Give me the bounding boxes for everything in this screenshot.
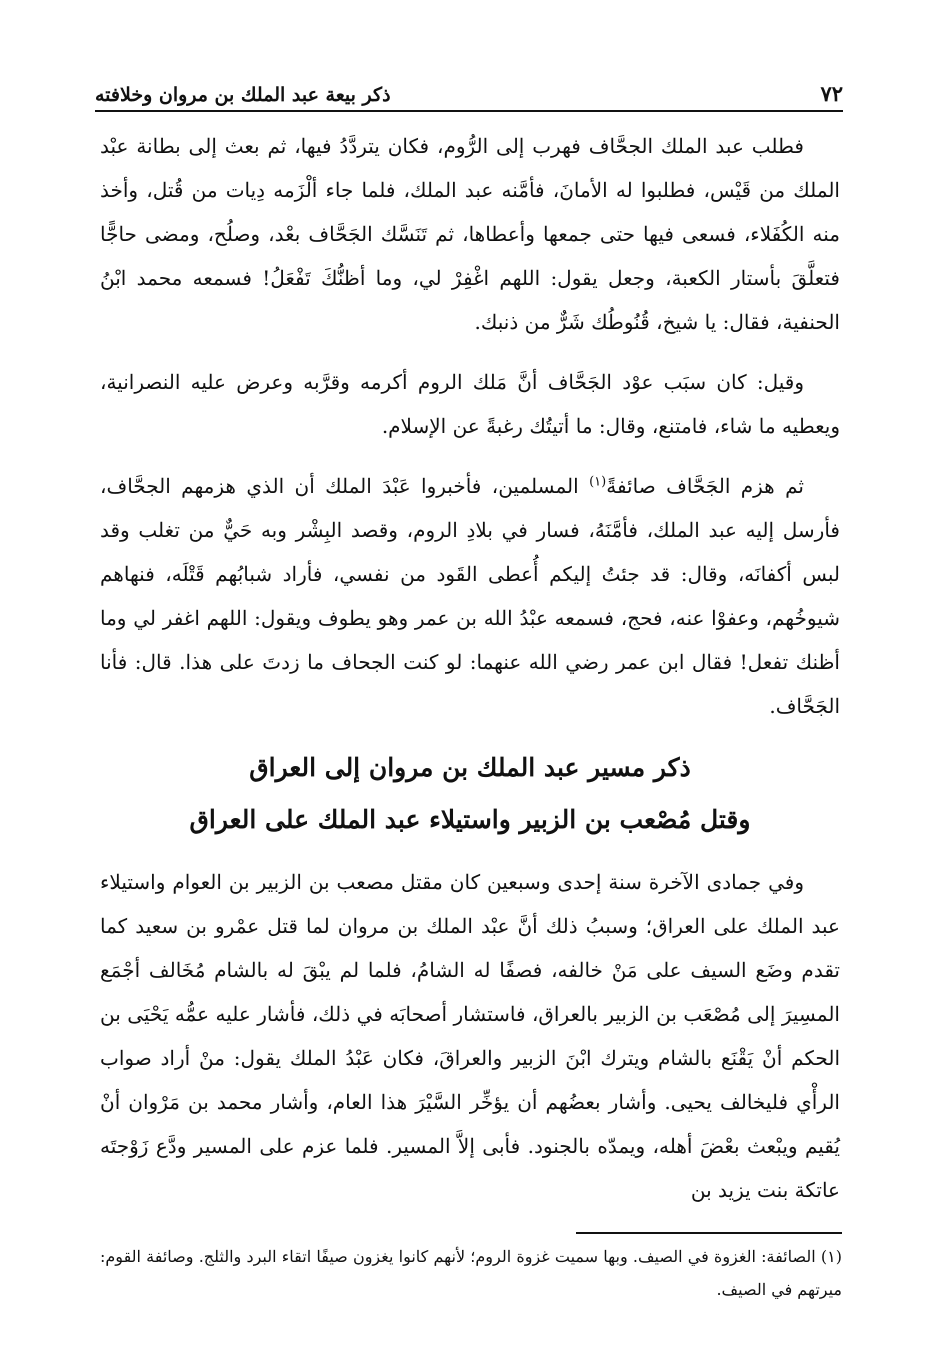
footnote <box>100 1240 842 1306</box>
running-header <box>95 72 843 106</box>
running-title: ذكر بيعة عبد الملك بن مروان وخلافته <box>95 84 391 106</box>
header-rule <box>95 110 843 112</box>
paragraph-3-start: ثم هزم الجَحَّاف صائفةً <box>606 474 804 498</box>
body-text <box>100 124 840 728</box>
paragraph-2: وقيل: كان سبَب عوْد الجَحَّاف أنَّ مَلك الروم أكرمه وقرَّبه وعرض عليه النصرانية، ويعطيه ما شاء، فامتنع، وقال: ما أتيتُك رغبةً عن الإسلام. <box>100 370 840 438</box>
footnote-marker: (١) <box>589 474 607 490</box>
section-heading-line-1: ذكر مسير عبد الملك بن مروان إلى العراق <box>249 753 691 782</box>
paragraph-3-rest: المسلمين، فأخبروا عَبْدَ الملك أن الذي هزمهم الجحَّاف، فأرسل إليه عبد الملك، فأمَّنَهُ، فسار في بلادِ الروم، وقصد البِشْر وبه حَيٌّ من تغلب وقد لبس أكفانَه، وقال: قد جئتُ إليكم أُعطى القَود من نفسي، فأراد شبابُهم قَتْلَه، فنهاهم شيوخُهم، وعفوْا عنه، فحج، فسمعه عبْدُ الله بن عمر وهو يطوف ويقول: اللهم اغفر لي وما أظنك تفعل! فقال ابن عمر رضي الله عنهما: لو كنت الجحاف ما زدتَ على هذا. قال: فأنا الجَحَّاف. <box>100 474 840 718</box>
footnote-number: (١) <box>820 1247 842 1266</box>
section-heading-line-2: وقتل مُصْعب بن الزبير واستيلاء عبد الملك على العراق <box>189 805 751 834</box>
section-heading <box>100 742 840 846</box>
paragraph-3 <box>100 464 840 728</box>
page-number: ٧٢ <box>820 81 843 106</box>
section-body <box>100 860 840 1212</box>
section-paragraph: وفي جمادى الآخرة سنة إحدى وسبعين كان مقتل مصعب بن الزبير بن العوام واستيلاء عبد الملك على العراق؛ وسببُ ذلك أنَّ عبْد الملك بن مروان لما قتل عمْرو بن سعيد كما تقدم وضَع السيف على مَنْ خالفه، فصفًا له الشامُ، فلما لم يبْقَ له بالشام مُخَالف أجْمَع المسِيرَ إلى مُصْعَب بن الزبير بالعراق، فاستشار أصحابَه في ذلك، فأشار عليه عمُّه يَحْيَى بن الحكم أنْ يَقْنَع بالشام ويترك ابْنَ الزبير والعراقَ، فكان عَبْدُ الملك يقول: منْ أراد صواب الرأْي فليخالف يحيى. وأشار بعضُهم أن يؤخِّر السَّيْرَ هذا العام، وأشار محمد بن مَرْوان أنْ يُقيم ويبْعث بعْضَ أهله، ويمدّه بالجنود. فأبى إلاَّ المسير. فلما عزم على المسير ودَّع زَوْجتَه عاتكة بنت يزيد بن <box>100 870 840 1202</box>
footnote-text: الصائفة: الغزوة في الصيف. وبها سميت غزوة الروم؛ لأنهم كانوا يغزون صيفًا اتقاء البرد والثلج. وصائفة القوم: ميرتهم في الصيف. <box>100 1247 842 1299</box>
paragraph-1: فطلب عبد الملك الجحَّاف فهرب إلى الرُّوم، فكان يتردَّدُ فيها، ثم بعث إلى بطانة عبْد الملك من قَيْس، فطلبوا له الأمانَ، فأمَّنه عبد الملك، فلما جاء ألْزَمه دِيات من قُتل، وأخذ منه الكُفَلاء، فسعى فيها حتى جمعها وأعطاها، ثم تَنَسَّك الجَحَّاف بعْد، وصلُح، ومضى حاجًّا فتعلَّقَ بأستار الكعبة، وجعل يقول: اللهم اغْفِرْ لي، وما أظنُّكَ تَفْعَلُ! فسمعه محمد ابْنُ الحنفية، فقال: يا شيخ، قُنُوطُك شَرٌّ من ذنبك. <box>100 134 840 334</box>
footnote-rule <box>576 1232 842 1234</box>
